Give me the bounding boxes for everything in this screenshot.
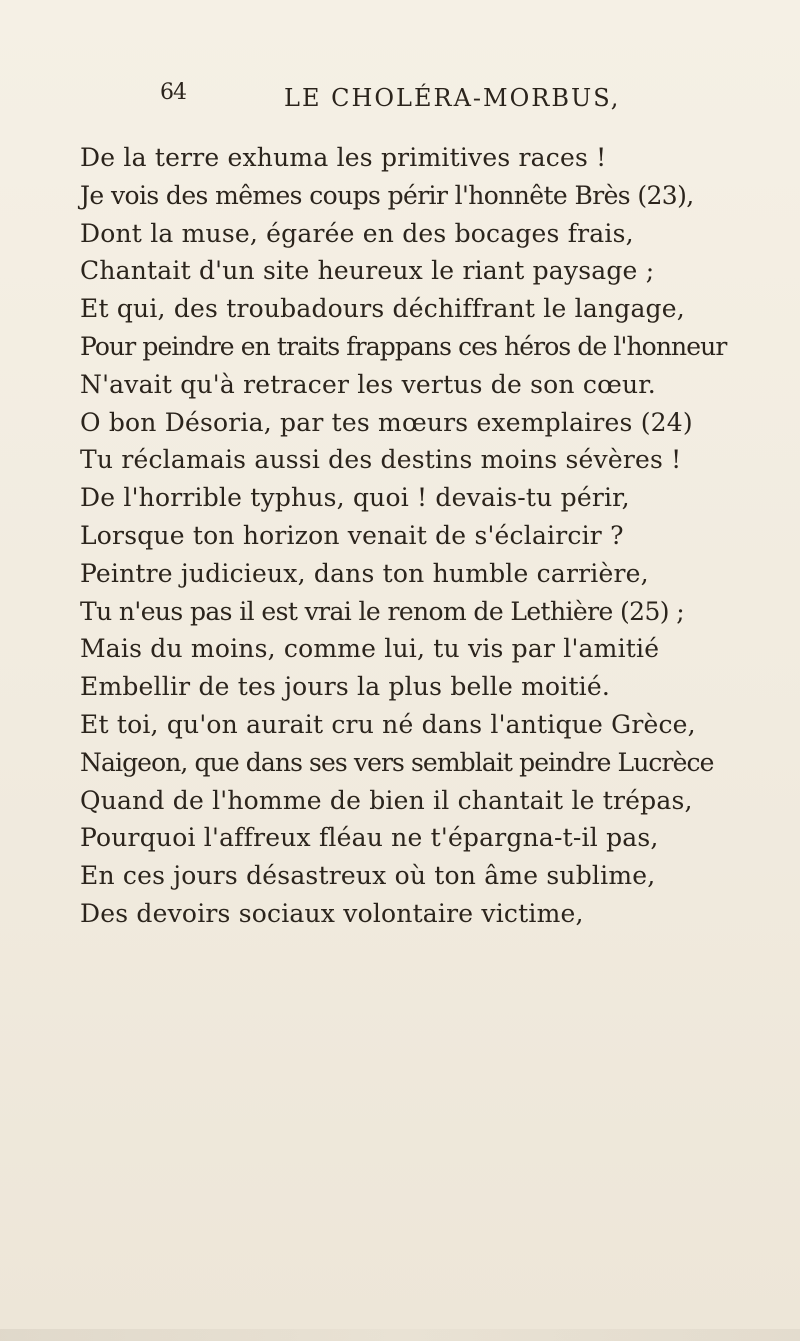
poem-line-21: Des devoirs sociaux volontaire victime, <box>80 898 584 928</box>
poem-line-12: Peintre judicieux, dans ton humble carrière, <box>80 558 649 588</box>
poem-line-5: Et qui, des troubadours déchiffrant le langage, <box>80 294 685 324</box>
page-bottom-shadow <box>0 1329 800 1341</box>
poem-line-19: Pourquoi l'affreux fléau ne t'épargna-t-il pas, <box>80 823 659 853</box>
poem-line-4: Chantait d'un site heureux le riant paysage ; <box>80 256 655 286</box>
poem-line-16: Et toi, qu'on aurait cru né dans l'antique Grèce, <box>80 709 696 739</box>
running-title: LE CHOLÉRA-MORBUS, <box>284 84 621 112</box>
poem-line-1: De la terre exhuma les primitives races ! <box>80 143 607 172</box>
poem-line-18: Quand de l'homme de bien il chantait le trépas, <box>80 785 693 815</box>
poem-line-6: Pour peindre en traits frappans ces héros de l'honneur <box>80 331 727 361</box>
poem-line-14: Mais du moins, comme lui, tu vis par l'amitié <box>80 634 660 664</box>
page-header <box>160 80 720 124</box>
poem-line-9: Tu réclamais aussi des destins moins sévères ! <box>80 445 682 475</box>
page-number: 64 <box>160 80 186 105</box>
poem-line-2: Je vois des mêmes coups périr l'honnête Brès (23), <box>80 180 694 210</box>
poem-line-17: Naigeon, que dans ses vers semblait peindre Lucrèce <box>80 747 714 777</box>
poem-line-8: O bon Désoria, par tes mœurs exemplaires (24) <box>80 407 693 437</box>
poem-line-20: En ces jours désastreux où ton âme sublime, <box>80 861 656 891</box>
poem-line-11: Lorsque ton horizon venait de s'éclaircir ? <box>80 520 624 550</box>
poem-text <box>80 139 790 933</box>
poem-line-3: Dont la muse, égarée en des bocages frais, <box>80 218 634 248</box>
poem-line-15: Embellir de tes jours la plus belle moitié. <box>80 672 611 702</box>
poem-line-13: Tu n'eus pas il est vrai le renom de Lethière (25) ; <box>80 596 685 626</box>
poem-line-7: N'avait qu'à retracer les vertus de son cœur. <box>80 369 656 399</box>
poem-line-10: De l'horrible typhus, quoi ! devais-tu périr, <box>80 483 630 513</box>
